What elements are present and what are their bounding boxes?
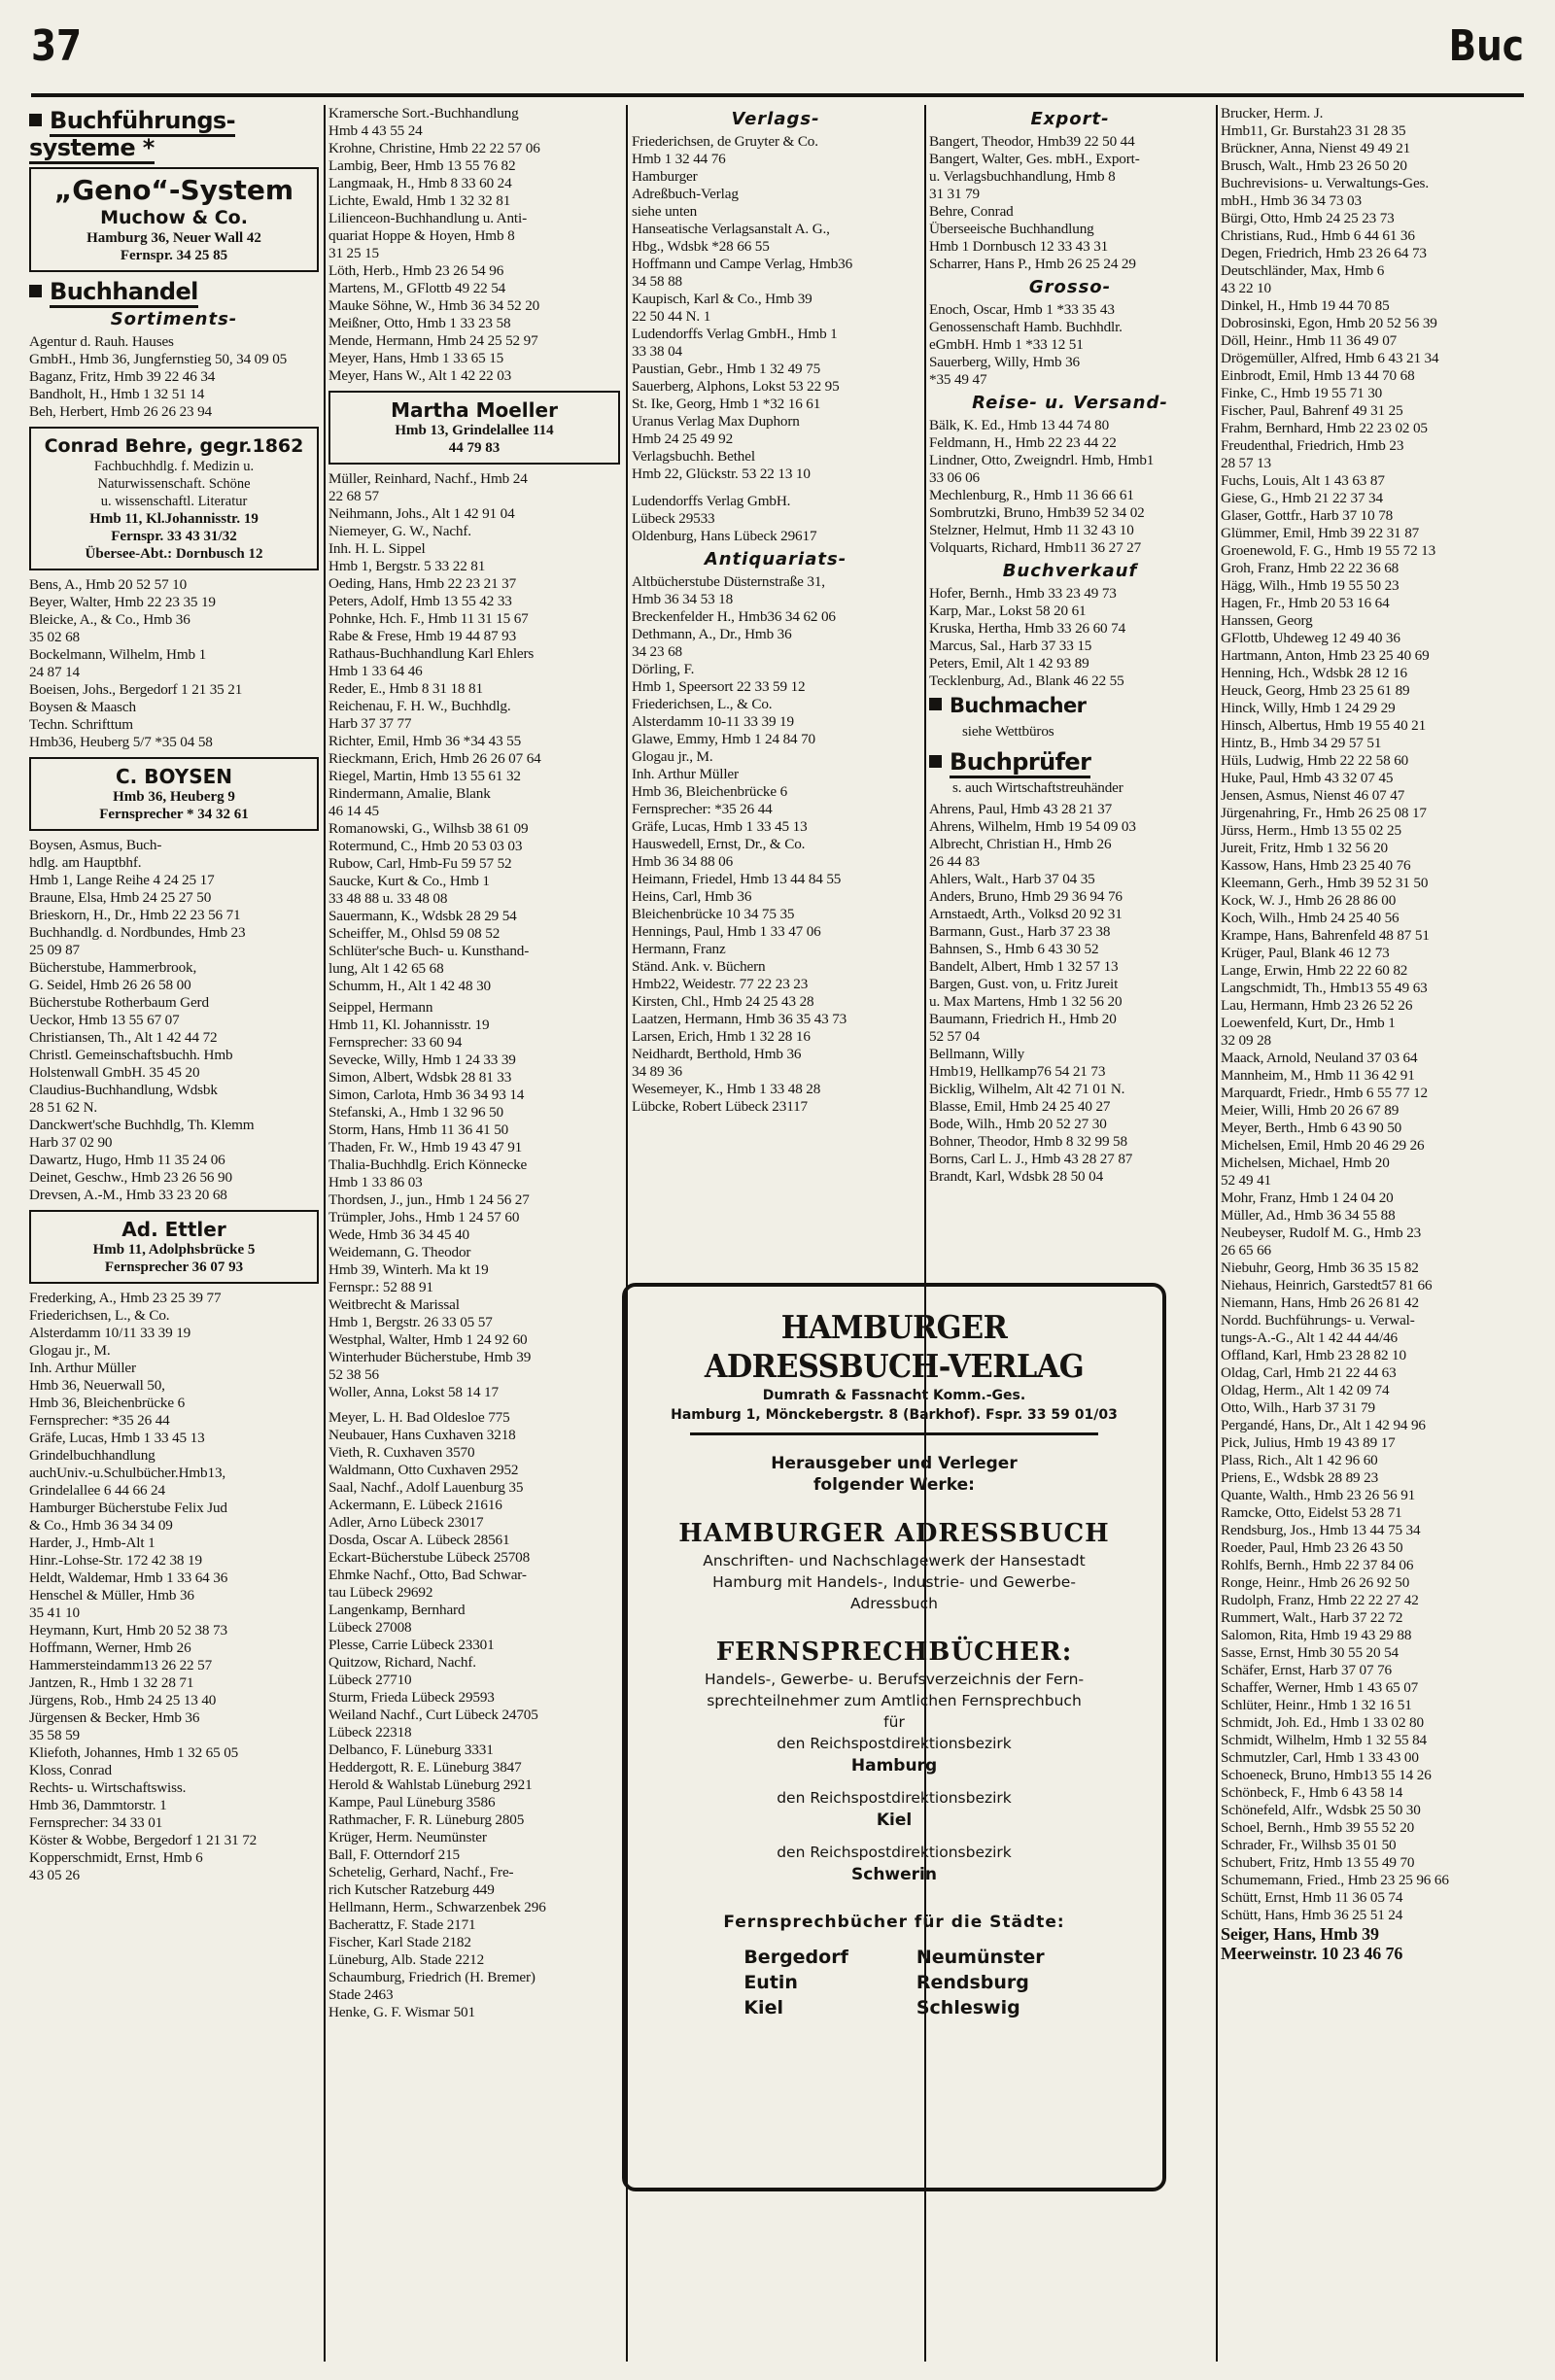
- listing-block: Bens, A., Hmb 20 52 57 10 Beyer, Walter, Hmb 22 23 35 19 Bleicke, A., & Co., Hmb 36 35 02 68 Bockelmann, Wilhelm, Hmb 1 24 87 14 Boeisen, Johs., Bergedorf 1 21 35 21 Boysen & Maasch Techn. Schrifttum Hmb36, Heuberg 5/7 *35 04 58: [29, 576, 243, 750]
- section-heading-buchmacher: Buchmacher: [929, 692, 1211, 719]
- ad-address: Hamburg 36, Neuer Wall 42: [86, 230, 261, 246]
- ad-title: Conrad Behre, gegr.1862: [44, 435, 304, 457]
- listing-block: Frederking, A., Hmb 23 25 39 77 Friederichsen, L., & Co. Alsterdamm 10/11 33 39 19 Glogau jr., M. Inh. Arthur Müller Hmb 36, Neuerwall 50, Hmb 36, Bleichenbrücke 6 Fernsprecher: *35 26 44 Gräfe, Lucas, Hmb 1 33 45 13 Grindelbuchhandlung auchUniv.-u.Schulbücher.Hmb13, Grindelallee 6 44 66 24 Hamburger Bücherstube Felix Jud & Co., Hmb 36 34 34 09 Harder, J., Hmb-Alt 1 Hinr.-Lohse-Str. 172 42 38 19 Heldt, Waldemar, Hmb 1 33 64 36 Henschel & Müller, Hmb 36 35 41 10 Heymann, Kurt, Hmb 20 52 38 73 Hoffmann, Werner, Hmb 26 Hammersteindamm13 26 22 57 Jantzen, R., Hmb 1 32 28 71 Jürgens, Rob., Hmb 24 25 13 40 Jürgensen & Becker, Hmb 36 35 58 59 Kliefoth, Johannes, Hmb 1 32 65 05 Kloss, Conrad Rechts- u. Wirtschaftswiss. Hmb 36, Dammtorstr. 1 Fernsprecher: 34 33 01 Köster & Wobbe, Bergedorf 1 21 31 72 Kopperschmidt, Ernst, Hmb 6 43 05 26: [29, 1290, 258, 1883]
- listing-block: Boysen, Asmus, Buch- hdlg. am Hauptbhf. Hmb 1, Lange Reihe 4 24 25 17 Braune, Elsa, Hmb 24 25 27 50 Brieskorn, H., Dr., Hmb 22 23 56 71 Buchhandlg. d. Nordbundes, Hmb 23 25 09 87 Bücherstube, Hammerbrook, G. Seidel, Hmb 26 26 58 00 Bücherstube Rotherbaum Gerd Ueckor, Hmb 13 55 67 07 Christiansen, Th., Alt 1 42 44 72 Christl. Gemeinschaftsbuchh. Hmb Holstenwall GmbH. 35 45 20 Claudius-Buchhandlung, Wdsbk 28 51 62 N. Danckwert'sche Buchhdlg, Th. Klemm Harb 37 02 90 Dawartz, Hugo, Hmb 11 35 24 06 Deinet, Geschw., Hmb 23 26 56 90 Drevsen, A.-M., Hmb 33 23 20 68: [29, 837, 255, 1203]
- ad-section-header: Herausgeber und Verleger folgender Werke:: [771, 1454, 1018, 1495]
- ad-phone: 44 79 83: [448, 440, 501, 456]
- subheading-buchverkauf: Buchverkauf: [1002, 561, 1138, 581]
- listing-block-regional: Meyer, L. H. Bad Oldesloe 775 Neubauer, Hans Cuxhaven 3218 Vieth, R. Cuxhaven 3570 Waldmann, Otto Cuxhaven 2952 Saal, Nachf., Adolf Lauenburg 35 Ackermann, E. Lübeck 21616 Adler, Arno Lübeck 23017 Dosda, Oscar A. Lübeck 28561 Eckart-Bücherstube Lübeck 25708 Ehmke Nachf., Otto, Bad Schwar- tau Lübeck 29692 Langenkamp, Bernhard Lübeck 27008 Plesse, Carrie Lübeck 23301 Quitzow, Richard, Nachf. Lübeck 27710 Sturm, Frieda Lübeck 29593 Weiland Nachf., Curt Lübeck 24705 Lübeck 22318 Delbanco, F. Lüneburg 3331 Heddergott, R. E. Lüneburg 3847 Herold & Wahlstab Lüneburg 2921 Kampe, Paul Lüneburg 3586 Rathmacher, F. R. Lüneburg 2805 Krüger, Herm. Neumünster Ball, F. Otterndorf 215 Schetelig, Gerhard, Nachf., Fre- rich Kutscher Ratzeburg 449 Hellmann, Herm., Schwarzenbek 296 Bacherattz, F. Stade 2171 Fischer, Karl Stade 2182 Lüneburg, Alb. Stade 2212 Schaumburg, Friedrich (H. Bremer) Stade 2463 Henke, G. F. Wismar 501: [328, 1409, 546, 2020]
- listing-block: Ahrens, Paul, Hmb 43 28 21 37 Ahrens, Wilhelm, Hmb 19 54 09 03 Albrecht, Christian H., Hmb 26 26 44 83 Ahlers, Walt., Harb 37 04 35 Anders, Bruno, Hmb 29 36 94 76 Arnstaedt, Arth., Volksd 20 92 31 Barmann, Gust., Harb 37 23 38 Bahnsen, S., Hmb 6 43 30 52 Bandelt, Albert, Hmb 1 32 57 13 Bargen, Gust. von, u. Fritz Jureit u. Max Martens, Hmb 1 32 56 20 Baumann, Friedrich H., Hmb 20 52 57 04 Bellmann, Willy Hmb19, Hellkamp76 54 21 73 Bicklig, Wilhelm, Alt 42 71 01 N. Blasse, Emil, Hmb 24 25 40 27 Bode, Wilh., Hmb 20 52 27 30 Bohner, Theodor, Hmb 8 32 99 58 Borns, Carl L. J., Hmb 43 28 27 87 Brandt, Karl, Wdsbk 28 50 04: [929, 801, 1136, 1185]
- ad-title: HAMBURGER ADRESSBUCH-VERLAG: [704, 1308, 1085, 1385]
- listing-block: Agentur d. Rauh. Hauses GmbH., Hmb 36, Jungfernstieg 50, 34 09 05 Baganz, Fritz, Hmb 39 22 46 34 Bandholt, H., Hmb 1 32 51 14 Beh, Herbert, Hmb 26 26 23 94: [29, 333, 288, 420]
- listing-block: Müller, Reinhard, Nachf., Hmb 24 22 68 57 Neihmann, Johs., Alt 1 42 91 04 Niemeyer, G. W., Nachf. Inh. H. L. Sippel Hmb 1, Bergstr. 5 33 22 81 Oeding, Hans, Hmb 22 23 21 37 Peters, Adolf, Hmb 13 55 42 33 Pohnke, Hch. F., Hmb 11 31 15 67 Rabe & Frese, Hmb 19 44 87 93 Rathaus-Buchhandlung Karl Ehlers Hmb 1 33 64 46 Reder, E., Hmb 8 31 18 81 Reichenau, F. H. W., Buchhdlg. Harb 37 37 77 Richter, Emil, Hmb 36 *34 43 55 Rieckmann, Erich, Hmb 26 26 07 64 Riegel, Martin, Hmb 13 55 61 32 Rindermann, Amalie, Blank 46 14 45 Romanowski, G., Wilhsb 38 61 09 Rotermund, C., Hmb 20 53 03 03 Rubow, Carl, Hmb-Fu 59 57 52 Saucke, Kurt & Co., Hmb 1 33 48 88 u. 33 48 08 Sauermann, K., Wdsbk 28 29 54 Scheiffer, M., Ohlsd 59 08 52 Schlüter'sche Buch- u. Kunsthand- lung, Alt 1 42 65 68 Schumm, H., Alt 1 42 48 30: [328, 470, 541, 994]
- column-divider: [324, 105, 326, 2362]
- ad-text: Fachbuchhdlg. f. Medizin u. Naturwissenschaft. Schöne u. wissenschaftl. Literatur: [93, 459, 255, 509]
- cross-reference: s. auch Wirtschaftstreuhänder: [952, 779, 1123, 796]
- ad-book-description: den Reichspostdirektionsbezirk: [777, 1789, 1012, 1807]
- subheading-grosso: Grosso-: [1028, 277, 1112, 297]
- section-heading-buchfuehrungssysteme: Buchführungs- systeme *: [29, 107, 319, 161]
- city-list-left: Bergedorf Eutin Kiel: [743, 1947, 848, 2018]
- divider: [690, 1432, 1098, 1435]
- ad-martha-moeller: [328, 391, 620, 465]
- ad-company: Muchow & Co.: [100, 207, 248, 228]
- subheading-reise-versand: Reise- u. Versand-: [972, 393, 1168, 413]
- listing-block: Hofer, Bernh., Hmb 33 23 49 73 Karp, Mar., Lokst 58 20 61 Kruska, Hertha, Hmb 33 26 60 74 Marcus, Sal., Harb 37 33 15 Peters, Emil, Alt 1 42 93 89 Tecklenburg, Ad., Blank 46 22 55: [929, 585, 1126, 689]
- square-bullet-icon: [29, 285, 42, 297]
- ad-contact: Hmb 11, Kl.Johannisstr. 19 Fernspr. 33 43 31/32 Übersee-Abt.: Dornbusch 12: [85, 511, 263, 562]
- cross-reference: siehe Wettbüros: [962, 723, 1054, 740]
- column-1: [29, 105, 319, 2362]
- square-bullet-icon: [29, 114, 42, 126]
- page-header: [31, 21, 1524, 97]
- ad-section-header: Fernsprechbücher für die Städte:: [723, 1913, 1065, 1932]
- page-keyword: Buc: [1448, 21, 1524, 71]
- square-bullet-icon: [929, 755, 942, 768]
- section-heading-buchpruefer: Buchprüfer: [929, 748, 1211, 776]
- ad-district: Schwerin: [851, 1865, 937, 1884]
- subheading-antiquariats: Antiquariats-: [704, 549, 847, 569]
- column-2: [328, 105, 620, 2362]
- listing-block: Bälk, K. Ed., Hmb 13 44 74 80 Feldmann, H., Hmb 22 23 44 22 Lindner, Otto, Zweigndrl. Hmb, Hmb1 33 06 06 Mechlenburg, R., Hmb 11 36 66 61 Sombrutzki, Bruno, Hmb39 52 34 02 Stelzner, Helmut, Hmb 11 32 43 10 Volquarts, Richard, Hmb11 36 27 27: [929, 417, 1155, 556]
- listing-block: Altbücherstube Düsternstraße 31, Hmb 36 34 53 18 Breckenfelder H., Hmb36 34 62 06 Dethmann, A., Dr., Hmb 36 34 23 68 Dörling, F. Hmb 1, Speersort 22 33 59 12 Friederichsen, L., & Co. Alsterdamm 10-11 33 39 19 Glawe, Emmy, Hmb 1 24 84 70 Glogau jr., M. Inh. Arthur Müller Hmb 36, Bleichenbrücke 6 Fernsprecher: *35 26 44 Gräfe, Lucas, Hmb 1 33 45 13 Hauswedell, Ernst, Dr., & Co. Hmb 36 34 88 06 Heimann, Friedel, Hmb 13 44 84 55 Heins, Carl, Hmb 36 Bleichenbrücke 10 34 75 35 Hennings, Paul, Hmb 1 33 47 06 Hermann, Franz Ständ. Ank. v. Büchern Hmb22, Weidestr. 77 22 23 23 Kirsten, Chl., Hmb 24 25 43 28 Laatzen, Hermann, Hmb 36 35 43 73 Larsen, Erich, Hmb 1 32 28 16 Neidhardt, Berthold, Hmb 36 34 89 36 Wesemeyer, K., Hmb 1 33 48 28 Lübcke, Robert Lübeck 23117: [632, 573, 847, 1115]
- ad-subtitle: Dumrath & Fassnacht Komm.-Ges.: [762, 1388, 1026, 1403]
- ad-conrad-behre: [29, 427, 319, 570]
- ad-book-description: den Reichspostdirektionsbezirk: [777, 1844, 1012, 1861]
- listing-block: Seiger, Hans, Hmb 39 Meerweinstr. 10 23 46 76: [1221, 1924, 1403, 1963]
- ad-ettler: [29, 1210, 319, 1284]
- ad-title: C. BOYSEN: [115, 765, 233, 788]
- header-rule: [31, 93, 1524, 97]
- listing-block: Enoch, Oscar, Hmb 1 *33 35 43 Genossenschaft Hamb. Buchhdlr. eGmbH. Hmb 1 *33 12 51 Sauerberg, Willy, Hmb 36 *35 49 47: [929, 301, 1123, 388]
- ad-city-list: [651, 1945, 1137, 2020]
- ad-title: Martha Moeller: [391, 398, 558, 422]
- ad-title: „Geno“-System: [53, 174, 294, 206]
- square-bullet-icon: [929, 698, 942, 710]
- column-divider: [1216, 105, 1218, 2362]
- section-heading-buchhandel: Buchhandel: [29, 278, 319, 305]
- ad-book-title: FERNSPRECHBÜCHER:: [715, 1638, 1073, 1667]
- ad-c-boysen: [29, 757, 319, 831]
- ad-phone: Fernsprecher * 34 32 61: [99, 807, 249, 822]
- listing-block-luebeck: Ludendorffs Verlag GmbH. Lübeck 29533 Oldenburg, Hans Lübeck 29617: [632, 493, 817, 544]
- city-list-right: Neumünster Rendsburg Schleswig: [916, 1947, 1045, 2018]
- subheading-sortiments: Sortiments-: [110, 309, 238, 329]
- ad-phone: Fernspr. 34 25 85: [120, 248, 228, 263]
- ad-geno-system: [29, 167, 319, 272]
- subheading-verlags: Verlags-: [731, 109, 820, 129]
- listing-block: Kramersche Sort.-Buchhandlung Hmb 4 43 55 24 Krohne, Christine, Hmb 22 22 57 06 Lambig, Beer, Hmb 13 55 76 82 Langmaak, H., Hmb 8 33 60 24 Lichte, Ewald, Hmb 1 32 32 81 Lilienceon-Buchhandlung u. Anti- quariat Hoppe & Hoyen, Hmb 8 31 25 15 Löth, Herb., Hmb 23 26 54 96 Martens, M., GFlottb 49 22 54 Mauke Söhne, W., Hmb 36 34 52 20 Meißner, Otto, Hmb 1 33 23 58 Mende, Hermann, Hmb 24 25 52 97 Meyer, Hans, Hmb 1 33 65 15 Meyer, Hans W., Alt 1 42 22 03: [328, 105, 540, 384]
- ad-book-title: HAMBURGER ADRESSBUCH: [678, 1519, 1110, 1548]
- listing-block: Brucker, Herm. J. Hmb11, Gr. Burstah23 31 28 35 Brückner, Anna, Nienst 49 49 21 Brusch, Walt., Hmb 23 26 50 20 Buchrevisions- u. Verwaltungs-Ges. mbH., Hmb 36 34 73 03 Bürgi, Otto, Hmb 24 25 23 73 Christians, Rud., Hmb 6 44 61 36 Degen, Friedrich, Hmb 23 26 64 73 Deutschländer, Max, Hmb 6 43 22 10 Dinkel, H., Hmb 19 44 70 85 Dobrosinski, Egon, Hmb 20 52 56 39 Döll, Heinr., Hmb 11 36 49 07 Drögemüller, Alfred, Hmb 6 43 21 34 Einbrodt, Emil, Hmb 13 44 70 68 Finke, C., Hmb 19 55 71 30 Fischer, Paul, Bahrenf 49 31 25 Frahm, Bernhard, Hmb 22 23 02 05 Freudenthal, Friedrich, Hmb 23 28 57 13 Fuchs, Louis, Alt 1 43 63 87 Giese, G., Hmb 21 22 37 34 Glaser, Gottfr., Harb 37 10 78 Glümmer, Emil, Hmb 39 22 31 87 Groenewold, F. G., Hmb 19 55 72 13 Groh, Franz, Hmb 22 22 36 68 Hägg, Wilh., Hmb 19 55 50 23 Hagen, Fr., Hmb 20 53 16 64 Hanssen, Georg GFlottb, Uhdeweg 12 49 40 36 Hartmann, Anton, Hmb 23 25 40 69 Henning, Hch., Wdsbk 28 12 16 Heuck, Georg, Hmb 23 25 61 89 Hinck, Willy, Hmb 1 24 29 29 Hinsch, Albertus, Hmb 19 55 40 21 Hintz, B., Hmb 34 29 57 51 Hüls, Ludwig, Hmb 22 22 58 60 Huke, Paul, Hmb 43 32 07 45 Jensen, Asmus, Nienst 46 07 47 Jürgenahring, Fr., Hmb 26 25 08 17 Jürss, Herm., Hmb 13 55 02 25 Jureit, Fritz, Hmb 1 32 56 20 Kassow, Hans, Hmb 23 25 40 76 Kleemann, Gerh., Hmb 39 52 31 50 Kock, W. J., Hmb 26 28 86 00 Koch, Wilh., Hmb 24 25 40 56 Krampe, Hans, Bahrenfeld 48 87 51 Krüger, Paul, Blank 46 12 73 Lange, Erwin, Hmb 22 22 60 82 Langschmidt, Th., Hmb13 55 49 63 Lau, Hermann, Hmb 23 26 52 26 Loewenfeld, Kurt, Dr., Hmb 1 32 09 28 Maack, Arnold, Neuland 37 03 64 Mannheim, M., Hmb 11 36 42 91 Marquardt, Friedr., Hmb 6 55 77 12 Meier, Willi, Hmb 20 26 67 89 Meyer, Berth., Hmb 6 43 90 50 Michelsen, Emil, Hmb 20 46 29 26 Michelsen, Michael, Hmb 20 52 49 41 Mohr, Franz, Hmb 1 24 04 20 Müller, Ad., Hmb 36 34 55 88 Neubeyser, Rudolf M. G., Hmb 23 26 65 66 Niebuhr, Georg, Hmb 36 35 15 82 Niehaus, Heinrich, Garstedt57 81 66 Niemann, Hans, Hmb 26 26 81 42 Nordd. Buchführungs- u. Verwal- tungs-A.-G., Alt 1 42 44 44/46 Offland, Karl, Hmb 23 28 82 10 Oldag, Carl, Hmb 21 22 44 63 Oldag, Herm., Alt 1 42 09 74 Otto, Wilh., Harb 37 31 79 Pergandé, Hans, Dr., Alt 1 42 94 96 Pick, Julius, Hmb 19 43 89 17 Plass, Rich., Alt 1 42 96 60 Priens, E., Wdsbk 28 89 23 Quante, Walth., Hmb 23 26 56 91 Ramcke, Otto, Eidelst 53 28 71 Rendsburg, Jos., Hmb 13 44 75 34 Roeder, Paul, Hmb 23 26 43 50 Rohlfs, Bernh., Hmb 22 37 84 06 Ronge, Heinr., Hmb 26 26 92 50 Rudolph, Franz, Hmb 22 22 27 42 Rummert, Walt., Harb 37 22 72 Salomon, Rita, Hmb 19 43 29 88 Sasse, Ernst, Hmb 30 55 20 54 Schäfer, Ernst, Harb 37 07 76 Schaffer, Werner, Hmb 1 43 65 07 Schlüter, Heinr., Hmb 1 32 16 51 Schmidt, Joh. Ed., Hmb 1 33 02 80 Schmidt, Wilhelm, Hmb 1 32 55 84 Schmutzler, Carl, Hmb 1 33 43 00 Schoeneck, Bruno, Hmb13 55 14 26 Schönbeck, F., Hmb 6 43 58 14 Schönefeld, Alfr., Wdsbk 25 50 30 Schoel, Bernh., Hmb 39 55 52 20 Schrader, Fr., Wilhsb 35 01 50 Schubert, Fritz, Hmb 13 55 49 70 Schumemann, Fried., Hmb 23 25 96 66 Schütt, Ernst, Hmb 11 36 05 74 Schütt, Hans, Hmb 36 25 51 24: [1221, 105, 1449, 1923]
- ad-phone: Fernsprecher 36 07 93: [104, 1259, 244, 1275]
- listing-block: Friederichsen, de Gruyter & Co. Hmb 1 32 44 76 Hamburger Adreßbuch-Verlag siehe unten Hanseatische Verlagsanstalt A. G., Hbg., Wdsbk *28 66 55 Hoffmann und Campe Verlag, Hmb36 34 58 88 Kaupisch, Karl & Co., Hmb 39 22 50 44 N. 1 Ludendorffs Verlag GmbH., Hmb 1 33 38 04 Paustian, Gebr., Hmb 1 32 49 75 Sauerberg, Alphons, Lokst 53 22 95 St. Ike, Georg, Hmb 1 *32 16 61 Uranus Verlag Max Duphorn Hmb 24 25 49 92 Verlagsbuchh. Bethel Hmb 22, Glückstr. 53 22 13 10: [632, 133, 853, 482]
- subheading-export: Export-: [1030, 109, 1110, 129]
- ad-address: Hmb 11, Adolphsbrücke 5: [92, 1242, 256, 1258]
- ad-district: Hamburg: [850, 1756, 938, 1776]
- ad-book-description: Handels-, Gewerbe- u. Berufsverzeichnis der Fern- sprechteilnehmer zum Amtlichen Fernsprechbuch für den Reichspostdirektionsbezirk: [704, 1671, 1085, 1752]
- ad-address: Hmb 36, Heuberg 9: [113, 789, 235, 805]
- ad-hamburger-adressbuch-verlag: [622, 1283, 1166, 2191]
- ad-address: Hmb 13, Grindelallee 114: [395, 423, 554, 438]
- listing-block: Bangert, Theodor, Hmb39 22 50 44 Bangert, Walter, Ges. mbH., Export- u. Verlagsbuchhandlung, Hmb 8 31 31 79 Behre, Conrad Überseeische Buchhandlung Hmb 1 Dornbusch 12 33 43 31 Scharrer, Hans P., Hmb 26 25 24 29: [929, 133, 1140, 272]
- listing-block: Seippel, Hermann Hmb 11, Kl. Johannisstr. 19 Fernsprecher: 33 60 94 Sevecke, Willy, Hmb 1 24 33 39 Simon, Albert, Wdsbk 28 81 33 Simon, Carlota, Hmb 36 34 93 14 Stefanski, A., Hmb 1 32 96 50 Storm, Hans, Hmb 11 36 41 50 Thaden, Fr. W., Hmb 19 43 47 91 Thalia-Buchhdlg. Erich Könnecke Hmb 1 33 86 03 Thordsen, J., jun., Hmb 1 24 56 27 Trümpler, Johs., Hmb 1 24 57 60 Wede, Hmb 36 34 45 40 Weidemann, G. Theodor Hmb 39, Winterh. Ma kt 19 Fernspr.: 52 88 91 Weitbrecht & Marissal Hmb 1, Bergstr. 26 33 05 57 Westphal, Walter, Hmb 1 24 92 60 Winterhuder Bücherstube, Hmb 39 52 38 56 Woller, Anna, Lokst 58 14 17: [328, 999, 532, 1400]
- ad-district: Kiel: [876, 1811, 913, 1830]
- ad-title: Ad. Ettler: [121, 1218, 226, 1241]
- page-number: 37: [31, 21, 83, 71]
- column-5: [1221, 105, 1534, 2362]
- ad-book-description: Anschriften- und Nachschlagewerk der Hansestadt Hamburg mit Handels-, Industrie- und Gewerbe- Adressbuch: [703, 1552, 1086, 1612]
- ad-address: Hamburg 1, Mönckebergstr. 8 (Barkhof). Fspr. 33 59 01/03: [671, 1407, 1118, 1423]
